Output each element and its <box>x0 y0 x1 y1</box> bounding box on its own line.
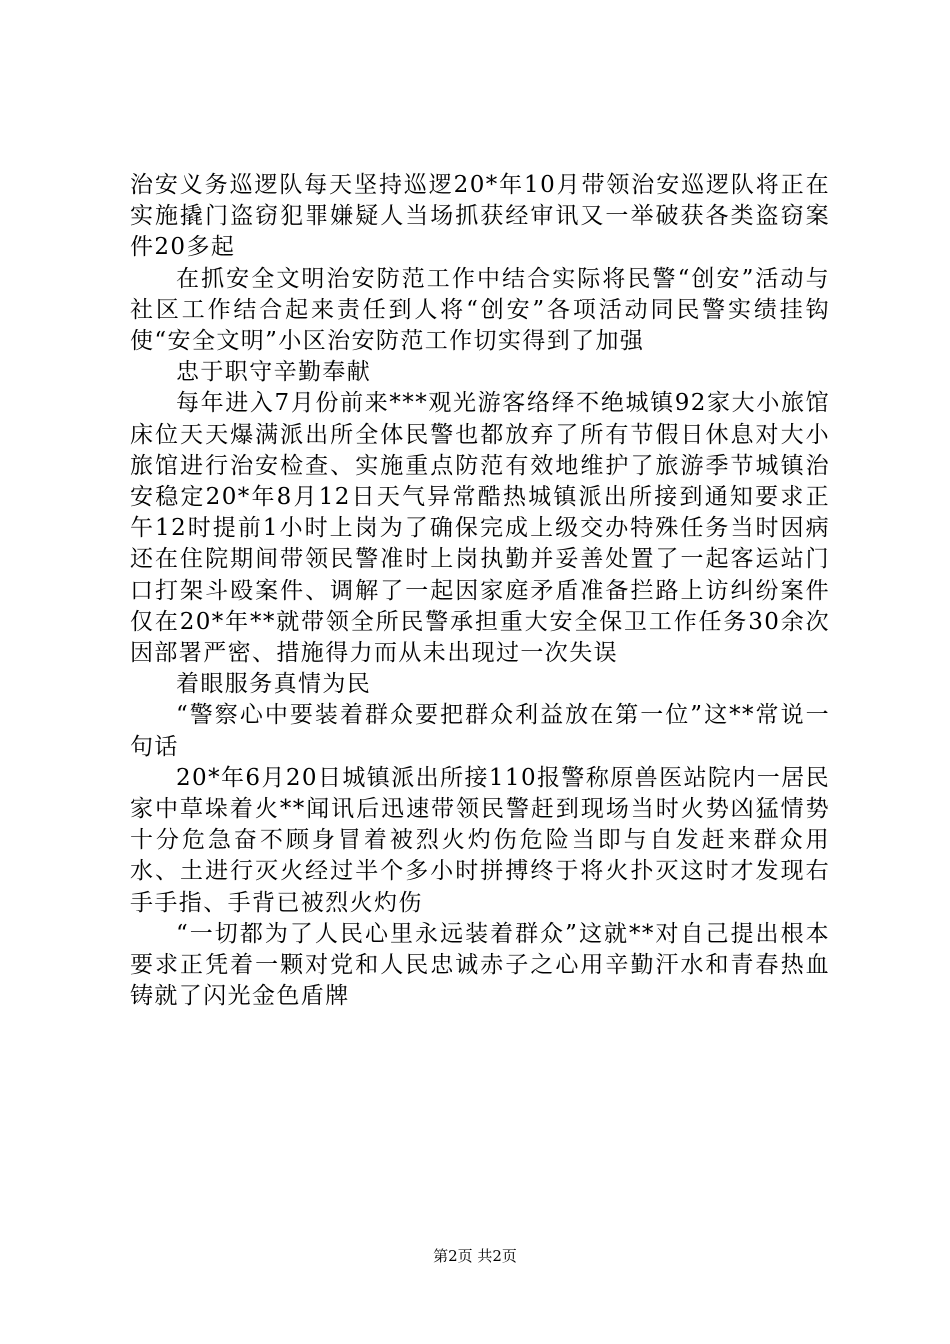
paragraph-1: 治安义务巡逻队每天坚持巡逻20*年10月带领治安巡逻队将正在实施撬门盗窃犯罪嫌疑人当场抓获经审讯又一举破获各类盗窃案件20多起 <box>130 172 830 261</box>
section-heading-dedication: 忠于职守辛勤奉献 <box>176 359 372 386</box>
page-footer <box>0 1245 950 1266</box>
paragraph-4: “警察心中要装着群众要把群众利益放在第一位”这**常说一句话 <box>130 702 830 760</box>
paragraph-6: “一切都为了人民心里永远装着群众”这就**对自己提出根本要求正凭着一颗对党和人民忠诚赤子之心用辛勤汗水和青春热血铸就了闪光金色盾牌 <box>130 920 830 1010</box>
section-heading-service: 着眼服务真情为民 <box>176 671 372 698</box>
paragraph-3: 每年进入7月份前来***观光游客络绎不绝城镇92家大小旅馆床位天天爆满派出所全体民警也都放弃了所有节假日休息对大小旅馆进行治安检查、实施重点防范有效地维护了旅游季节城镇治安稳定20*年8月12日天气异常酷热城镇派出所接到通知要求正午12时提前1小时上岗为了确保完成上级交办特殊任务当时因病还在住院期间带领民警准时上岗执勤并妥善处置了一起客运站门口打架斗殴案件、调解了一起因家庭矛盾准备拦路上访纠纷案件仅在20*年**就带领全所民警承担重大安全保卫工作任务30余次因部署严密、措施得力而从未出现过一次失误 <box>130 390 830 667</box>
document-body <box>130 170 830 1012</box>
paragraph-2: 在抓安全文明治安防范工作中结合实际将民警“创安”活动与社区工作结合起来责任到人将“创安”各项活动同民警实绩挂钩使“安全文明”小区治安防范工作切实得到了加强 <box>130 265 830 355</box>
paragraph-5: 20*年6月20日城镇派出所接110报警称原兽医站院内一居民家中草垛着火**闻讯后迅速带领民警赶到现场当时火势凶猛情势十分危急奋不顾身冒着被烈火灼伤危险当即与自发赶来群众用水、土进行灭火经过半个多小时拼搏终于将火扑灭这时才发现右手手指、手背已被烈火灼伤 <box>130 764 830 916</box>
page-number-label: 第2页 共2页 <box>433 1247 517 1265</box>
